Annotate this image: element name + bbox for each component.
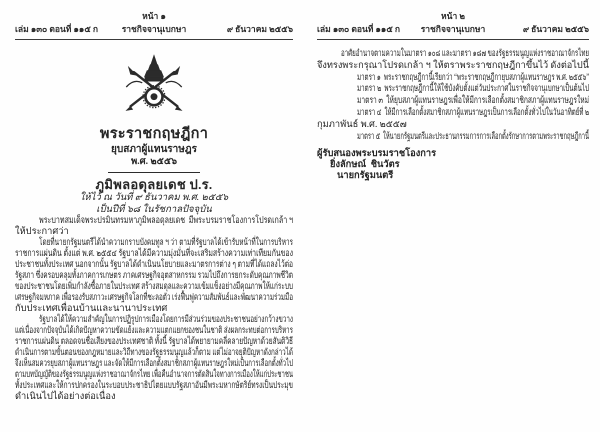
countersignature-block (317, 149, 589, 181)
body-line: รัฐสภา ซึ่งครอบคลุมทั้งภาคการเกษตร ภาคเศรษฐกิจอุตสาหกรรม รวมไปถึงการยกระดับคุณภาพชีวิต (15, 271, 293, 281)
body-line: ประชาชนทั้งประเทศ นอกจากนั้น รัฐบาลได้ดำเนินนโยบายและมาตรการต่าง ๆ ตามที่ได้แถลงไว้ต่อ (15, 260, 293, 270)
header-rule (317, 39, 589, 40)
page-2-number: หน้า ๒ (441, 11, 465, 21)
volume-issue-label: เล่ม ๑๓๐ ตอนที่ ๑๑๕ ก (15, 24, 99, 34)
body-line: มาตรา ๒ พระราชกฤษฎีกานี้ให้ใช้บังคับตั้งแต่วันประกาศในราชกิจจานุเบกษาเป็นต้นไป (357, 84, 589, 95)
body-line: อาศัยอำนาจตามความในมาตรา ๑๐๘ และมาตรา ๑๘๗ ของรัฐธรรมนูญแห่งราชอาณาจักรไทย (341, 49, 589, 59)
title-divider (108, 172, 200, 173)
decree-title: พระราชกฤษฎีกา (99, 126, 209, 142)
page-1 (15, 0, 293, 432)
volume-issue-label: เล่ม ๑๓๐ ตอนที่ ๑๑๕ ก (317, 24, 401, 34)
page-2 (317, 0, 589, 432)
body-line: มาตรา ๓ ให้ยุบสภาผู้แทนราษฎรเพื่อให้มีการเลือกตั้งสมาชิกสภาผู้แทนราษฎรใหม่ (357, 96, 589, 107)
body-line: พระบาทสมเด็จพระปรมินทรมหาภูมิพลอดุลยเดช มีพระบรมราชโองการโปรดเกล้า ฯ (39, 216, 293, 226)
body-line: จึงทรงพระกรุณาโปรดเกล้า ฯ ให้ตราพระราชกฤษฎีกาขึ้นไว้ ดังต่อไปนี้ (317, 60, 589, 71)
body-line: ยิ่งลักษณ์ ชินวัตร (330, 159, 400, 170)
body-line: ตามบทบัญญัติของรัฐธรรมนูญแห่งราชอาณาจักรไทย เพื่อคืนอำนาจการตัดสินใจทางการเมืองให้แก่ประชาชน (15, 370, 293, 380)
decree-subject: ยุบสภาผู้แทนราษฎร (111, 144, 197, 155)
body-line: ดำเนินการตามขั้นตอนของกฎหมายและวิถีทางของรัฐธรรมนูญแล้วก็ตาม แต่ไม่อาจยุติปัญหาดังกล่าวได้ (15, 348, 293, 358)
body-line: มาตรา ๕ ให้นายกรัฐมนตรีและประธานกรรมการการเลือกตั้งรักษาการตามพระราชกฤษฎีกานี้ (357, 131, 589, 142)
promulgation-block (15, 177, 293, 216)
gazette-name: ราชกิจจานุเบกษา (121, 24, 187, 34)
body-line: ให้ประกาศว่า (15, 227, 69, 237)
body-line: นายกรัฐมนตรี (337, 170, 394, 181)
body-line: ราชการแผ่นดิน ตั้งแต่ พ.ศ. ๒๕๕๔ รัฐบาลได้มีความมุ่งมั่นที่จะเสริมสร้างความเท่าเทียมกันของ (15, 249, 293, 259)
body-line: กับประเทศเพื่อนบ้านและนานาประเทศ (15, 304, 168, 314)
body-line: มาตรา ๔ ให้มีการเลือกตั้งสมาชิกสภาผู้แทนราษฎรเป็นการเลือกตั้งทั่วไปในวันอาทิตย์ที่ ๒ (357, 107, 589, 118)
body-line: จึงเห็นสมควรยุบสภาผู้แทนราษฎร และจัดให้มีการเลือกตั้งสมาชิกสภาผู้แทนราษฎรใหม่เป็นการเลือกตั้งทั่วไป (15, 359, 293, 369)
body-line: ดำเนินไปได้อย่างต่อเนื่อง (15, 392, 116, 402)
header-rule (15, 39, 293, 40)
body-line: ราชการแผ่นดิน ตลอดจนชื่อเสียงของประเทศชาติ ทั้งนี้ รัฐบาลได้พยายามคลี่คลายปัญหาด้วยสันติวิธี (15, 337, 293, 347)
body-line: โดยที่นายกรัฐมนตรีได้นำความกราบบังคมทูล ฯ ว่า ตามที่รัฐบาลได้เข้ารับหน้าที่ในการบริหาร (39, 238, 293, 248)
body-line: กุมภาพันธ์ พ.ศ. ๒๕๕๗ (317, 119, 407, 130)
body-line: มาตรา ๑ พระราชกฤษฎีกานี้เรียกว่า “พระราชกฤษฎีกายุบสภาผู้แทนราษฎร พ.ศ. ๒๕๕๖” (357, 72, 589, 83)
body-line: เศรษฐกิจมหภาค เพื่อรองรับสภาวะเศรษฐกิจโลกที่ชะลอตัว เร่งฟื้นฟูความสัมพันธ์และพัฒนาความร่วมมือ (15, 293, 293, 303)
royal-signature-name: ภูมิพลอดุลยเดช ป.ร. (95, 177, 213, 192)
body-line: รัฐบาลได้ให้ความสำคัญในการปฏิรูปการเมืองโดยการมีส่วนร่วมของประชาชนอย่างกว้างขวาง (39, 315, 293, 325)
body-line: แต่เนื่องจากปัจจุบันได้เกิดปัญหาความขัดแย้งและความแตกแยกของชนในชาติ ส่งผลกระทบต่อการบริหาร (15, 326, 293, 336)
body-line: ทั้งประเทศและให้การปกครองในระบอบประชาธิปไตยแบบรัฐสภาอันมีพระมหากษัตริย์ทรงเป็นประมุข (15, 381, 293, 391)
page-2-body-text (317, 49, 589, 143)
decree-title-block (15, 126, 293, 173)
issue-date: ๙ ธันวาคม ๒๕๕๖ (522, 24, 589, 34)
body-line: ของประชาชนโดยเพิ่มกำลังซื้อภายในประเทศ สร้างสมดุลและความเข้มแข็งอย่างมีคุณภาพให้แก่ระบบ (15, 282, 293, 292)
body-line: ผู้รับสนองพระบรมราชโองการ (317, 149, 437, 159)
page-2-running-head (317, 10, 589, 40)
page-1-number: หน้า ๑ (142, 11, 166, 21)
reign-year-line: เป็นปีที่ ๖๘ ในรัชกาลปัจจุบัน (96, 205, 212, 215)
decree-year: พ.ศ. ๒๕๕๖ (130, 157, 178, 167)
page-1-body-text (15, 216, 293, 403)
issue-date: ๙ ธันวาคม ๒๕๕๖ (226, 24, 293, 34)
gazette-name: ราชกิจจานุเบกษา (420, 24, 486, 34)
given-date-line: ให้ไว้ ณ วันที่ ๙ ธันวาคม พ.ศ. ๒๕๕๖ (79, 193, 229, 203)
royal-command-seal-icon (15, 54, 293, 120)
page-1-running-head (15, 10, 293, 40)
